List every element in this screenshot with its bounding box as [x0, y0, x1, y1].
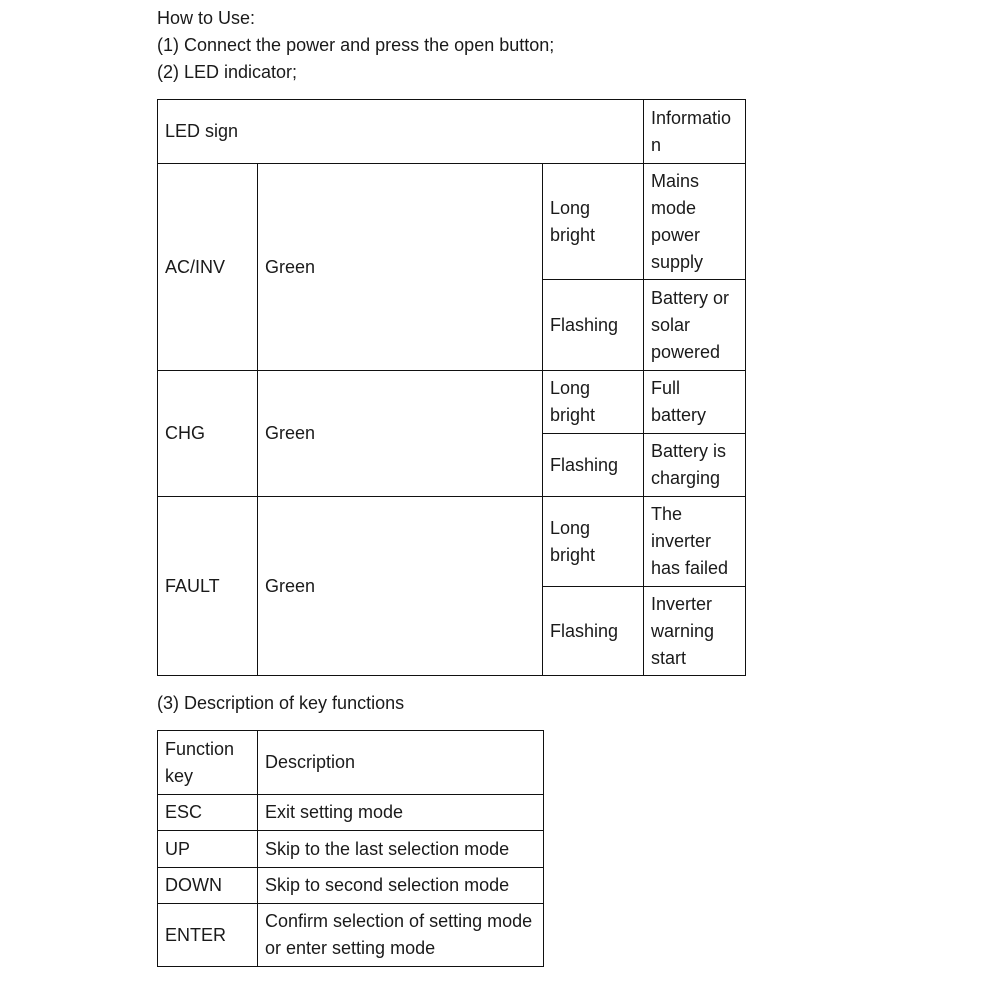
intro-step-2: (2) LED indicator; [157, 62, 298, 82]
key-desc-cell: Confirm selection of setting mode or enter setting mode [258, 904, 544, 967]
led-sign-cell: CHG [158, 371, 258, 497]
header-function-key: Function key [158, 731, 258, 795]
led-info-cell: Battery or solar powered [644, 280, 746, 371]
led-sign-cell: FAULT [158, 497, 258, 676]
table-header-row [158, 731, 544, 795]
key-name-cell: ESC [158, 795, 258, 831]
key-functions-table [157, 730, 544, 967]
key-name-cell: ENTER [158, 904, 258, 967]
intro-step-1: (1) Connect the power and press the open button; [157, 35, 555, 55]
table-row [158, 371, 746, 434]
table-row [158, 164, 746, 280]
led-color-cell: Green [258, 497, 543, 676]
header-led-sign: LED sign [158, 100, 644, 164]
led-indicator-table [157, 99, 746, 676]
key-name-cell: DOWN [158, 868, 258, 904]
led-info-cell: Mains mode power supply [644, 164, 746, 280]
led-color-cell: Green [258, 371, 543, 497]
led-state-cell: Flashing [543, 587, 644, 676]
led-state-cell: Long bright [543, 497, 644, 587]
header-description: Description [258, 731, 544, 795]
led-info-cell: Inverter warning start [644, 587, 746, 676]
key-desc-cell: Skip to the last selection mode [258, 831, 544, 868]
table-row [158, 795, 544, 831]
led-info-cell: The inverter has failed [644, 497, 746, 587]
table-row [158, 904, 544, 967]
led-state-cell: Flashing [543, 434, 644, 497]
led-sign-cell: AC/INV [158, 164, 258, 371]
table-header-row [158, 100, 746, 164]
key-name-cell: UP [158, 831, 258, 868]
led-state-cell: Long bright [543, 371, 644, 434]
table-row [158, 868, 544, 904]
how-to-use-intro [157, 5, 554, 86]
table-row [158, 497, 746, 587]
led-state-cell: Long bright [543, 164, 644, 280]
header-information: Informatio n [644, 100, 746, 164]
led-state-cell: Flashing [543, 280, 644, 371]
led-color-cell: Green [258, 164, 543, 371]
led-info-cell: Battery is charging [644, 434, 746, 497]
led-info-cell: Full battery [644, 371, 746, 434]
intro-title: How to Use: [157, 8, 256, 28]
table-row [158, 831, 544, 868]
key-desc-cell: Exit setting mode [258, 795, 544, 831]
key-functions-heading: (3) Description of key functions [157, 693, 405, 713]
key-desc-cell: Skip to second selection mode [258, 868, 544, 904]
